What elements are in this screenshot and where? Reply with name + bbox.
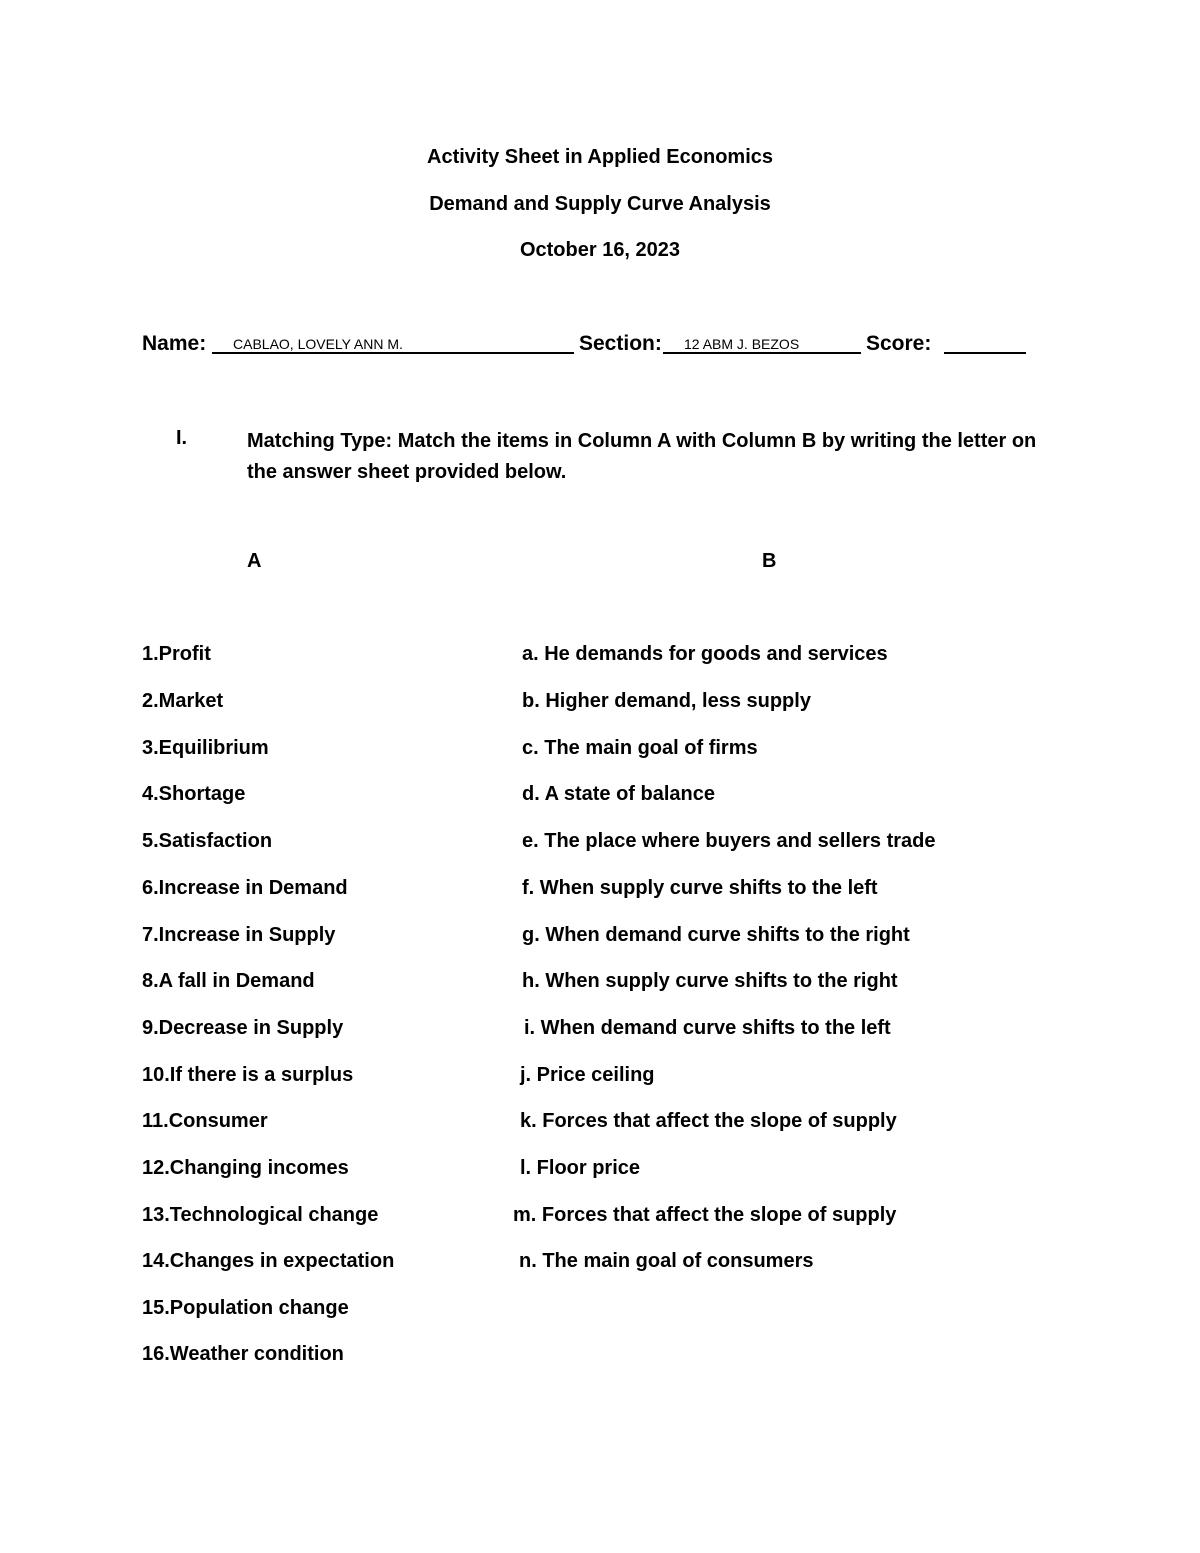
column-b-item: i. When demand curve shifts to the left <box>524 1017 891 1039</box>
section-label: Section: <box>579 332 662 355</box>
column-a-item: 15.Population change <box>142 1297 349 1319</box>
column-a-item: 2.Market <box>142 690 224 712</box>
column-a-item: 1.Profit <box>142 643 211 665</box>
document-subtitle: Demand and Supply Curve Analysis <box>429 193 771 215</box>
section-underline <box>663 352 861 354</box>
document-title: Activity Sheet in Applied Economics <box>427 146 773 168</box>
name-underline <box>212 352 574 354</box>
column-b-item: a. He demands for goods and services <box>522 643 888 665</box>
section-value[interactable]: 12 ABM J. BEZOS <box>684 336 800 352</box>
column-a-item: 6.Increase in Demand <box>142 877 348 899</box>
column-b-heading: B <box>762 550 777 572</box>
column-b-item: h. When supply curve shifts to the right <box>522 970 898 992</box>
column-a-item: 7.Increase in Supply <box>142 924 336 946</box>
instruction-number: I. <box>176 427 188 449</box>
column-b-item: e. The place where buyers and sellers trade <box>522 830 936 852</box>
column-b-item: f. When supply curve shifts to the left <box>522 877 878 899</box>
column-b-item: j. Price ceiling <box>520 1064 655 1086</box>
score-underline[interactable] <box>944 352 1026 354</box>
instruction-text: Matching Type: Match the items in Column A with Column B by writing the letter on the answer sheet provided below. <box>247 430 1037 483</box>
document-date: October 16, 2023 <box>519 239 681 261</box>
column-a-item: 13.Technological change <box>142 1204 379 1226</box>
column-a-item: 12.Changing incomes <box>142 1157 349 1179</box>
column-a-item: 9.Decrease in Supply <box>142 1017 344 1039</box>
column-b-item: m. Forces that affect the slope of supply <box>513 1204 897 1226</box>
column-a-item: 4.Shortage <box>142 783 246 805</box>
column-b-item: g. When demand curve shifts to the right <box>522 924 910 946</box>
column-a-item: 5.Satisfaction <box>142 830 273 852</box>
name-label: Name: <box>142 332 207 355</box>
score-label: Score: <box>866 332 932 355</box>
column-b-item: n. The main goal of consumers <box>519 1250 814 1272</box>
column-a-item: 16.Weather condition <box>142 1343 344 1365</box>
column-b-item: c. The main goal of firms <box>522 737 758 759</box>
column-a-item: 14.Changes in expectation <box>142 1250 395 1272</box>
column-a-item: 10.If there is a surplus <box>142 1064 354 1086</box>
column-b-item: d. A state of balance <box>522 783 716 805</box>
column-b-item: k. Forces that affect the slope of supply <box>520 1110 897 1132</box>
student-info-row <box>142 330 1042 358</box>
column-a-heading: A <box>247 550 262 572</box>
column-b-item: b. Higher demand, less supply <box>522 690 811 712</box>
column-a-item: 11.Consumer <box>142 1110 268 1132</box>
name-value[interactable]: CABLAO, LOVELY ANN M. <box>233 336 403 352</box>
column-a-item: 8.A fall in Demand <box>142 970 315 992</box>
column-b-item: l. Floor price <box>520 1157 641 1179</box>
column-a-item: 3.Equilibrium <box>142 737 269 759</box>
